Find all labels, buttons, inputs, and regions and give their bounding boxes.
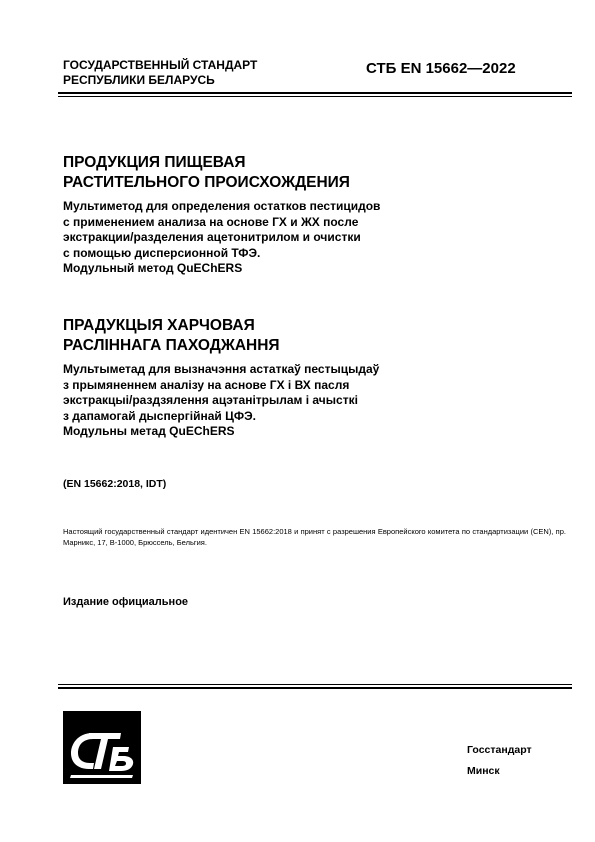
subtitle-ru-line-5: Модульный метод QuEChERS [63,261,243,275]
title-by-line-2: РАСЛІННАГА ПАХОДЖАННЯ [63,337,280,354]
issuer-line-1: ГОСУДАРСТВЕННЫЙ СТАНДАРТ [63,58,258,72]
stb-logo-graphic [63,711,141,784]
subtitle-ru-line-2: с применением анализа на основе ГХ и ЖХ после [63,214,359,229]
subtitle-by-line-2: з прымяненнем аналізу на аснове ГХ і ВХ пасля [63,377,350,392]
footer-rule-thin [58,684,572,685]
publisher-name: Госстандарт [467,744,532,756]
publisher-city: Минск [467,765,500,777]
edition-label: Издание официальное [63,596,189,608]
title-by-line-1: ПРАДУКЦЫЯ ХАРЧОВАЯ [63,317,255,334]
subtitle-ru-line-1: Мультиметод для определения остатков пестицидов [63,199,381,213]
stb-logo-icon [63,711,141,784]
issuer-line-2: РЕСПУБЛИКИ БЕЛАРУСЬ [63,73,215,87]
header-rule-thick [58,92,572,94]
subtitle-by [63,362,379,440]
issuer-block [63,58,257,88]
title-by [63,316,280,356]
subtitle-by-line-3: экстракцыі/раздзялення ацэтанітрылам і ачысткі [63,393,358,407]
standard-designation: СТБ EN 15662—2022 [366,60,516,77]
subtitle-ru-line-4: с помощью дисперсионной ТФЭ. [63,245,261,260]
adoption-notice: Настоящий государственный стандарт идентичен EN 15662:2018 и принят с разрешения Европейского комитета по стандартизации (CEN), пр. Марникс, 17, B-1000, Брюссель, Бельгия. [63,527,566,547]
subtitle-ru [63,199,380,277]
title-ru [63,153,350,193]
title-ru-line-2: РАСТИТЕЛЬНОГО ПРОИСХОЖДЕНИЯ [63,174,350,191]
subtitle-ru-line-3: экстракции/разделения ацетонитрилом и очистки [63,230,361,244]
subtitle-by-line-4: з дапамогай дыспергійнай ЦФЭ. [63,408,256,423]
title-ru-line-1: ПРОДУКЦИЯ ПИЩЕВАЯ [63,154,246,171]
subtitle-by-line-1: Мультыметад для вызначэння астаткаў пестыцыдаў [63,362,380,376]
subtitle-by-line-5: Модульны метад QuEChERS [63,424,235,438]
header-rule-thin [58,96,572,97]
identity-reference: (EN 15662:2018, IDT) [63,478,167,490]
footer-rule-thick [58,687,572,689]
